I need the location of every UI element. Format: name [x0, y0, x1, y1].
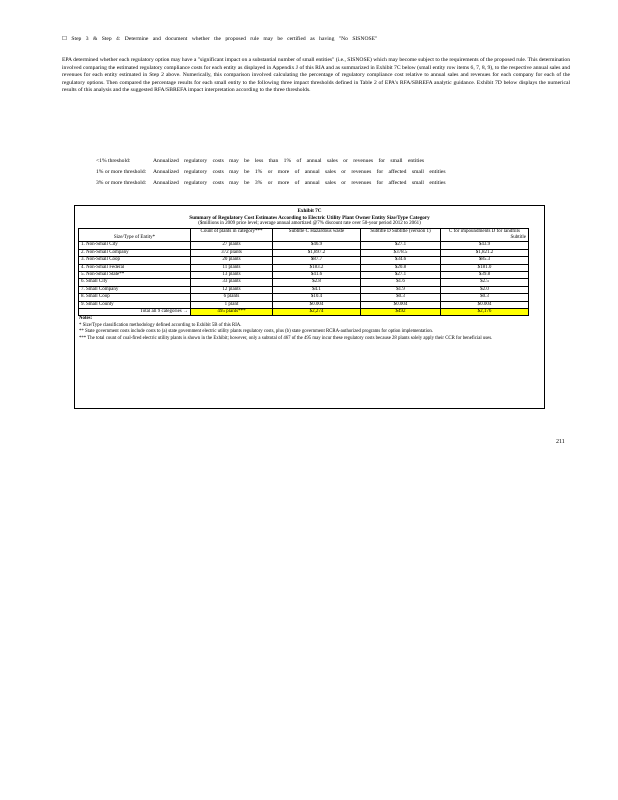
cell-subtitle-c: $87.7 — [273, 257, 361, 264]
cell-entity: 4. Non-Small Federal — [79, 264, 191, 271]
note-item: * Size/Type classification methodology defined according to Exhibit 5B of this RIA. — [79, 322, 242, 328]
cell-subtitle-cd: $39.8 — [441, 272, 529, 279]
table-header-row — [79, 228, 529, 242]
cell-subtitle-d: $1.9 — [361, 286, 441, 293]
notes-heading: Notes: — [79, 316, 93, 322]
header-subtitle-d: Subtitle D Subtitle (version 1) — [361, 228, 441, 242]
cell-subtitle-d: $378.5 — [361, 249, 441, 256]
cell-subtitle-d: $0.004 — [361, 301, 441, 308]
exhibit-subtitle: ($millions in 2009 price level; average annual amortized @7% discount rate over 50-year period 2012 to 2061) — [198, 221, 421, 227]
cell-entity: 3. Non-Small Coop — [79, 257, 191, 264]
table-row — [79, 272, 529, 279]
cell-subtitle-c: $0.004 — [273, 301, 361, 308]
exhibit-title — [75, 208, 544, 221]
cell-entity: 1. Non-Small City — [79, 242, 191, 249]
threshold-text: Annualized regulatory costs may be 3% or more of annual sales or revenues for affected small entities — [153, 180, 446, 186]
step-heading: ☐ Step 3 & Step 4: Determine and document whether the proposed rule may be certified as having "No SISNOSE" — [62, 36, 378, 42]
cell-subtitle-d: $27.1 — [361, 242, 441, 249]
header-entity: Size/Type of Entity* — [79, 228, 191, 242]
cell-subtitle-cd: $2.5 — [441, 279, 529, 286]
cell-count: 1 plant — [191, 301, 273, 308]
cell-entity: 2. Non-Small Company — [79, 249, 191, 256]
table-row — [79, 242, 529, 249]
table-row — [79, 264, 529, 271]
table-row — [79, 279, 529, 286]
cell-subtitle-c: $10.4 — [273, 294, 361, 301]
threshold-label: <1% threshold: — [96, 158, 131, 164]
header-subtitle-cd — [441, 228, 529, 242]
cell-subtitle-cd: $2.0 — [441, 286, 529, 293]
cell-count: 27 plants — [191, 242, 273, 249]
threshold-item — [96, 167, 566, 178]
threshold-item — [96, 156, 566, 167]
cell-subtitle-cd: $85.3 — [441, 257, 529, 264]
cell-subtitle-c: $46.9 — [273, 242, 361, 249]
exhibit-heading: Summary of Regulatory Cost Estimates According to Electric Utility Plant Owner Entity Size/Type Category — [189, 214, 430, 221]
total-subtitle-c: $2,274 — [273, 309, 361, 316]
note-item: *** The total count of coal-fired electric utility plants is shown in the Exhibit; however, only a subtotal of 467 of the 495 may incur these regulatory costs because 28 plants solely apply their CCR for beneficial uses. — [79, 335, 493, 341]
total-subtitle-cd: $2,176 — [441, 309, 529, 316]
cell-subtitle-d: $0.3 — [361, 294, 441, 301]
cell-count: 12 plants — [191, 286, 273, 293]
cell-subtitle-c: $2.8 — [273, 279, 361, 286]
cell-entity: 6. Small City — [79, 279, 191, 286]
table-total-row — [79, 309, 529, 316]
table-row — [79, 294, 529, 301]
cell-subtitle-cd: $43.9 — [441, 242, 529, 249]
cell-subtitle-c: $4.1 — [273, 286, 361, 293]
header-subtitle-cd-suffix: Subtitle — [510, 235, 526, 240]
cell-count: 6 plants — [191, 294, 273, 301]
exhibit-notes — [79, 316, 531, 342]
cell-entity: 7. Small Company — [79, 286, 191, 293]
total-subtitle-d: $492 — [361, 309, 441, 316]
header-subtitle-cd-label: C for impoundments D for landfills — [449, 228, 520, 234]
threshold-text: Annualized regulatory costs may be 1% or more of annual sales or revenues for affected small entities — [153, 169, 446, 175]
threshold-item — [96, 178, 566, 189]
note-item: ** State government costs include costs to (a) state government electric utility plants regulatory costs, plus (b) state government RCRA-authorized programs for option implementation. — [79, 329, 433, 335]
table-row — [79, 257, 529, 264]
total-count: 495 plants*** — [191, 309, 273, 316]
cell-count: 11 plants — [191, 264, 273, 271]
threshold-label: 3% or more threshold: — [96, 180, 147, 186]
table-row — [79, 286, 529, 293]
cell-entity: 9. Small County — [79, 301, 191, 308]
table-row — [79, 249, 529, 256]
cell-subtitle-cd: $1,821.2 — [441, 249, 529, 256]
threshold-text: Annualized regulatory costs may be less than 1% of annual sales or revenues for small entities — [153, 158, 425, 164]
page-number: 211 — [556, 439, 565, 445]
cell-subtitle-cd: $0.004 — [441, 301, 529, 308]
cell-count: 33 plants — [191, 279, 273, 286]
table-row — [79, 301, 529, 308]
threshold-label: 1% or more threshold: — [96, 169, 147, 175]
exhibit-7c-box — [74, 205, 545, 409]
cell-subtitle-c: $41.6 — [273, 272, 361, 279]
total-label: Total all 9 categories → — [79, 309, 191, 316]
cell-subtitle-cd: $181.0 — [441, 264, 529, 271]
cell-count: 13 plants — [191, 272, 273, 279]
exhibit-number: Exhibit 7C — [297, 208, 322, 214]
threshold-list — [96, 156, 566, 189]
cell-subtitle-c: $183.2 — [273, 264, 361, 271]
cell-subtitle-d: $20.8 — [361, 264, 441, 271]
cell-entity: 5. Non-Small State** — [79, 272, 191, 279]
cell-count: 372 plants — [191, 249, 273, 256]
cell-count: 20 plants — [191, 257, 273, 264]
cell-subtitle-d: $27.1 — [361, 272, 441, 279]
cost-table — [78, 228, 529, 317]
cell-entity: 8. Small Coop — [79, 294, 191, 301]
cell-subtitle-d: $34.6 — [361, 257, 441, 264]
cell-subtitle-cd: $0.3 — [441, 294, 529, 301]
header-subtitle-c: Subtitle C Hazardous waste — [273, 228, 361, 242]
cell-subtitle-c: $1,897.2 — [273, 249, 361, 256]
header-count: Count of plants in category*** — [191, 228, 273, 242]
cell-subtitle-d: $1.6 — [361, 279, 441, 286]
body-paragraph: EPA determined whether each regulatory option may have a "significant impact on a substantial number of small entities" (i.e., SISNOSE) which may become subject to the requirements of the proposed rule. This determination involved comparing the estimated regulatory compliance costs for each entity as displayed in Appendix J of this RIA and as summarized in Exhibit 7C below (small entity row items 6, 7, 8, 9), to the respective annual sales and revenues for each entity estimated in Step 2 above. Numerically, this comparison involved calculating the percentage of regulatory compliance cost relative to annual sales and revenues for each company for each of the regulatory options. Then compared the percentage results for each small entity to the following three impact thresholds defined in Table 2 of EPA's RFA/SBREFA analytic guidance. Exhibit 7D below displays the numerical results of this analysis and the suggested RFA/SBREFA impact interpretation according to the three thresholds. — [62, 57, 570, 94]
